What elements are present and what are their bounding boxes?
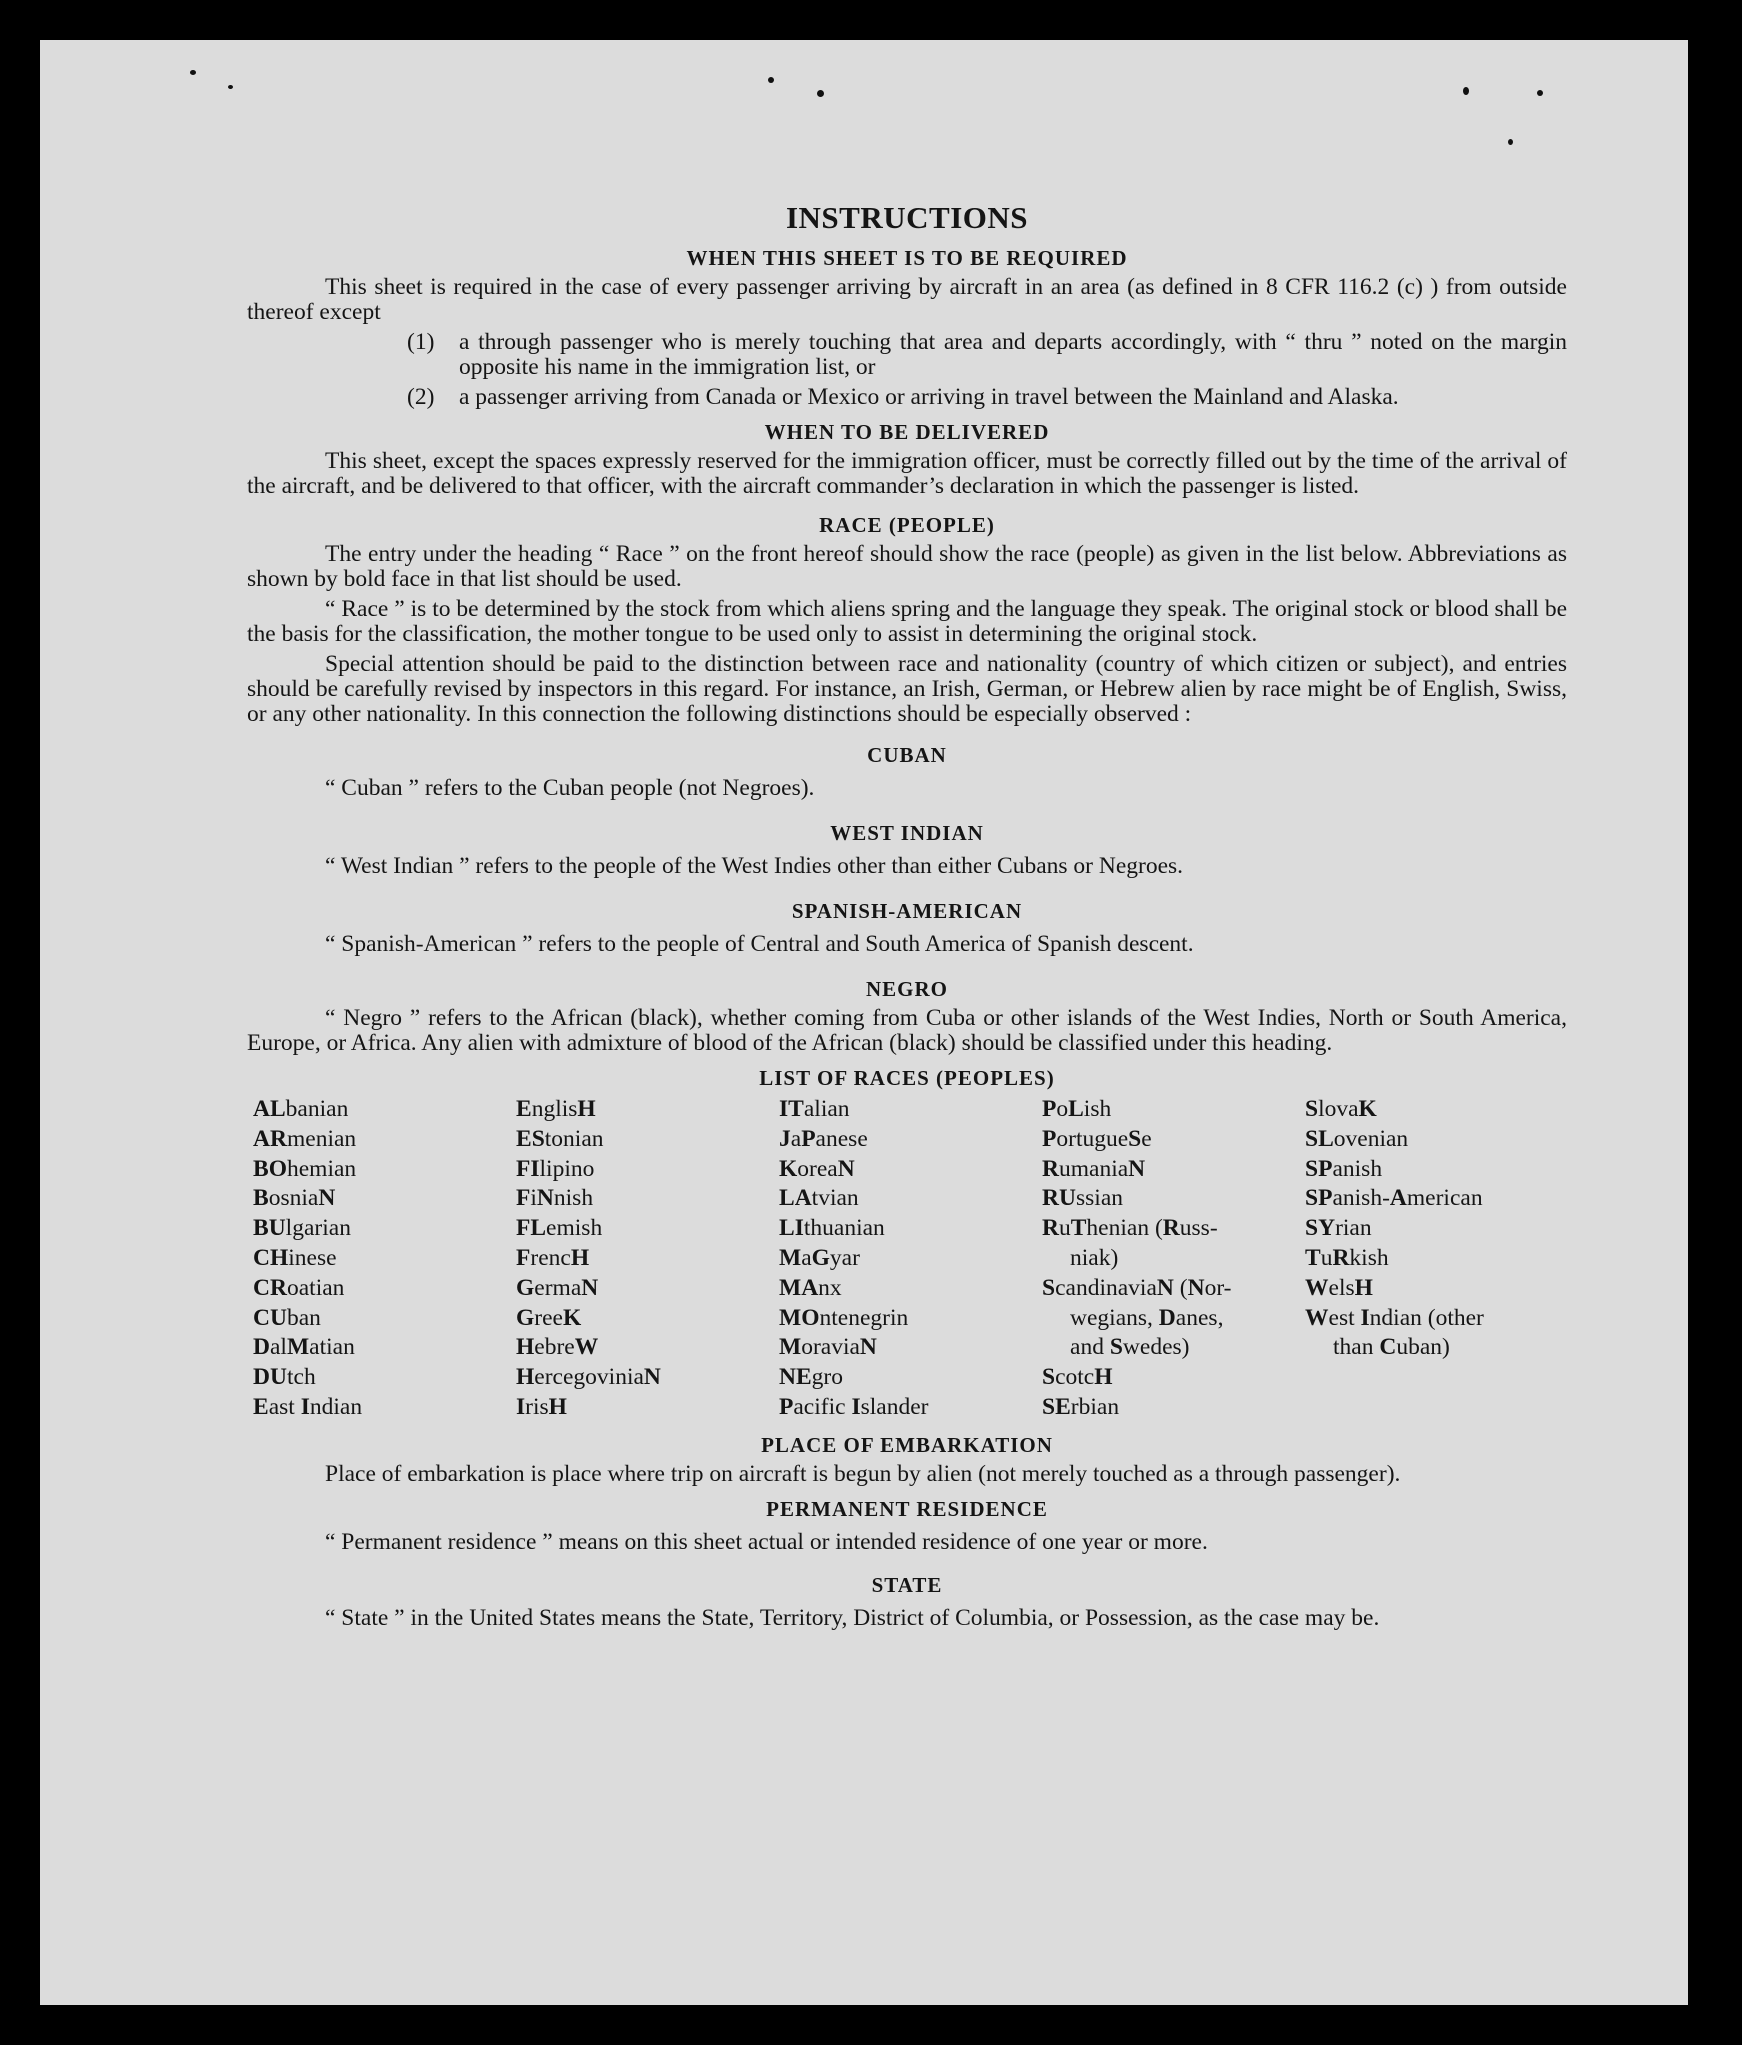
race-entry: EStonian bbox=[516, 1125, 604, 1152]
item-text: a passenger arriving from Canada or Mexico or arriving in travel between the Mainland and Alaska. bbox=[459, 384, 1399, 410]
state-text: “ State ” in the United States means the State, Territory, District of Columbia, or Possession, as the case may be. bbox=[325, 1604, 1380, 1631]
race-entry: WelsH bbox=[1305, 1274, 1373, 1301]
race-paragraph-3: Special attention should be paid to the distinction between race and nationality (country of which citizen or subject), and entries should be carefully revised by inspectors in this regard. For instance, an Irish, German, or Hebrew alien by race might be of English, Swiss, or any other nationality. In this connection the following distinctions should be especially observed : bbox=[247, 651, 1567, 727]
negro-text: “ Negro ” refers to the African (black), whether coming from Cuba or other islands of the West Indies, North or South America, Europe, or Africa. Any alien with admixture of blood of the African (black) should be classified under this heading. bbox=[247, 1005, 1567, 1056]
residence-text: “ Permanent residence ” means on this sheet actual or intended residence of one year or more. bbox=[325, 1528, 1208, 1555]
race-entry: SLovenian bbox=[1305, 1125, 1409, 1152]
race-entry: West Indian (other bbox=[1305, 1304, 1484, 1331]
race-entry: ARmenian bbox=[253, 1125, 357, 1152]
races-column-1 bbox=[253, 1095, 515, 1423]
race-entry: GermaN bbox=[516, 1274, 599, 1301]
embarkation-text: Place of embarkation is place where trip on aircraft is begun by alien (not merely touched as a through passenger). bbox=[325, 1460, 1401, 1487]
race-entry: CHinese bbox=[253, 1244, 337, 1271]
race-entry: PortugueSe bbox=[1042, 1125, 1152, 1152]
speck bbox=[228, 85, 233, 89]
race-entry: and Swedes) bbox=[1070, 1334, 1190, 1361]
race-paragraph-2: “ Race ” is to be determined by the stock from which aliens spring and the language they speak. The original stock or blood shall be the basis for the classification, the mother tongue to be used only to assist in determining the original stock. bbox=[247, 596, 1567, 647]
heading-residence: PERMANENT RESIDENCE bbox=[766, 1496, 1048, 1521]
race-entry: FiNnish bbox=[516, 1185, 594, 1212]
race-entry: DalMatian bbox=[253, 1334, 355, 1361]
race-entry: Pacific Islander bbox=[779, 1393, 929, 1420]
speck bbox=[1463, 87, 1469, 95]
race-entry: TuRkish bbox=[1305, 1244, 1389, 1271]
races-column-4 bbox=[1042, 1095, 1304, 1423]
heading-race: RACE (PEOPLE) bbox=[819, 513, 995, 537]
race-entry: ITalian bbox=[779, 1096, 850, 1122]
race-entry: FrencH bbox=[516, 1244, 590, 1271]
west-indian-text: “ West Indian ” refers to the people of the West Indies other than either Cubans or Negroes. bbox=[325, 853, 1184, 879]
race-entry: MaGyar bbox=[779, 1244, 860, 1271]
heading-embarkation: PLACE OF EMBARKATION bbox=[761, 1432, 1053, 1457]
speck bbox=[1508, 139, 1513, 145]
race-entry: NEgro bbox=[779, 1364, 843, 1391]
race-entry: MoraviaN bbox=[779, 1334, 877, 1361]
speck bbox=[1537, 90, 1543, 96]
race-entry: FIlipino bbox=[516, 1155, 595, 1182]
speck bbox=[768, 77, 774, 83]
cuban-text: “ Cuban ” refers to the Cuban people (not Negroes). bbox=[325, 775, 815, 801]
item-text: a through passenger who is merely touching that area and departs accordingly, with “ thru ” noted on the margin opposite his name in the immigration list, or bbox=[459, 329, 1567, 380]
race-entry: niak) bbox=[1070, 1244, 1119, 1271]
page-title: INSTRUCTIONS bbox=[785, 200, 1028, 235]
race-entry: DUtch bbox=[253, 1364, 316, 1391]
heading-required: WHEN THIS SHEET IS TO BE REQUIRED bbox=[686, 246, 1128, 270]
races-column-2 bbox=[516, 1095, 778, 1423]
race-entry: RumaniaN bbox=[1042, 1155, 1146, 1182]
race-entry: JaPanese bbox=[779, 1125, 868, 1152]
heading-negro: NEGRO bbox=[865, 977, 948, 1001]
races-column-3 bbox=[779, 1095, 1041, 1423]
race-entry: ALbanian bbox=[253, 1096, 349, 1122]
required-intro: This sheet is required in the case of every passenger arriving by aircraft in an area (as defined in 8 CFR 116.2 (c) ) from outside thereof except bbox=[247, 274, 1567, 325]
race-entry: LIthuanian bbox=[779, 1215, 885, 1242]
race-entry: MOntenegrin bbox=[779, 1304, 909, 1331]
item-number: (2) bbox=[407, 384, 435, 410]
speck bbox=[190, 70, 196, 75]
required-item-2 bbox=[407, 385, 1567, 410]
document-page bbox=[40, 40, 1688, 2005]
heading-cuban: CUBAN bbox=[867, 743, 947, 767]
race-entry: GreeK bbox=[516, 1304, 582, 1331]
race-entry: PoLish bbox=[1042, 1096, 1112, 1122]
races-list bbox=[253, 1095, 1567, 1423]
race-entry: SErbian bbox=[1042, 1393, 1120, 1420]
race-entry: HebreW bbox=[516, 1334, 599, 1361]
instructions-content bbox=[247, 200, 1567, 1636]
race-entry: CUban bbox=[253, 1304, 321, 1331]
race-entry: CRoatian bbox=[253, 1274, 345, 1301]
race-entry: ScotcH bbox=[1042, 1364, 1113, 1391]
race-entry: SPanish bbox=[1305, 1155, 1383, 1182]
race-entry: RUssian bbox=[1042, 1185, 1123, 1212]
race-entry: SPanish-American bbox=[1305, 1185, 1483, 1212]
race-entry: BOhemian bbox=[253, 1155, 357, 1182]
heading-list-of-races: LIST OF RACES (PEOPLES) bbox=[759, 1066, 1055, 1090]
race-entry: KoreaN bbox=[779, 1155, 855, 1182]
race-entry: RuThenian (Russ- bbox=[1042, 1215, 1218, 1242]
race-entry: IrisH bbox=[516, 1393, 567, 1420]
item-number: (1) bbox=[407, 329, 435, 355]
race-entry: LAtvian bbox=[779, 1185, 859, 1212]
race-entry: BUlgarian bbox=[253, 1215, 351, 1242]
race-entry: SlovaK bbox=[1305, 1096, 1377, 1122]
heading-delivered: WHEN TO BE DELIVERED bbox=[764, 420, 1050, 444]
race-entry: MAnx bbox=[779, 1274, 842, 1301]
races-column-5 bbox=[1305, 1095, 1567, 1423]
race-entry: ScandinaviaN (Nor- bbox=[1042, 1274, 1232, 1301]
speck bbox=[817, 90, 824, 97]
race-entry: BosniaN bbox=[253, 1185, 336, 1212]
heading-west-indian: WEST INDIAN bbox=[830, 821, 984, 845]
race-paragraph-1: The entry under the heading “ Race ” on the front hereof should show the race (people) as given in the list below. Abbreviations as shown by bold face in that list should be used. bbox=[247, 541, 1567, 592]
heading-spanish-american: SPANISH-AMERICAN bbox=[791, 899, 1023, 923]
race-entry: HercegoviniaN bbox=[516, 1364, 661, 1391]
required-item-1 bbox=[407, 330, 1567, 380]
race-entry: EnglisH bbox=[516, 1096, 596, 1122]
spanish-american-text: “ Spanish-American ” refers to the people of Central and South America of Spanish descent. bbox=[325, 931, 1194, 957]
race-entry: wegians, Danes, bbox=[1070, 1304, 1224, 1331]
delivered-text: This sheet, except the spaces expressly reserved for the immigration officer, must be correctly filled out by the time of the arrival of the aircraft, and be delivered to that officer, with the aircraft commander’s declaration in which the passenger is listed. bbox=[247, 448, 1567, 499]
heading-state: STATE bbox=[871, 1572, 943, 1597]
race-entry: FLemish bbox=[516, 1215, 603, 1242]
race-entry: than Cuban) bbox=[1333, 1334, 1450, 1361]
race-entry: SYrian bbox=[1305, 1215, 1372, 1242]
race-entry: East Indian bbox=[253, 1393, 363, 1420]
